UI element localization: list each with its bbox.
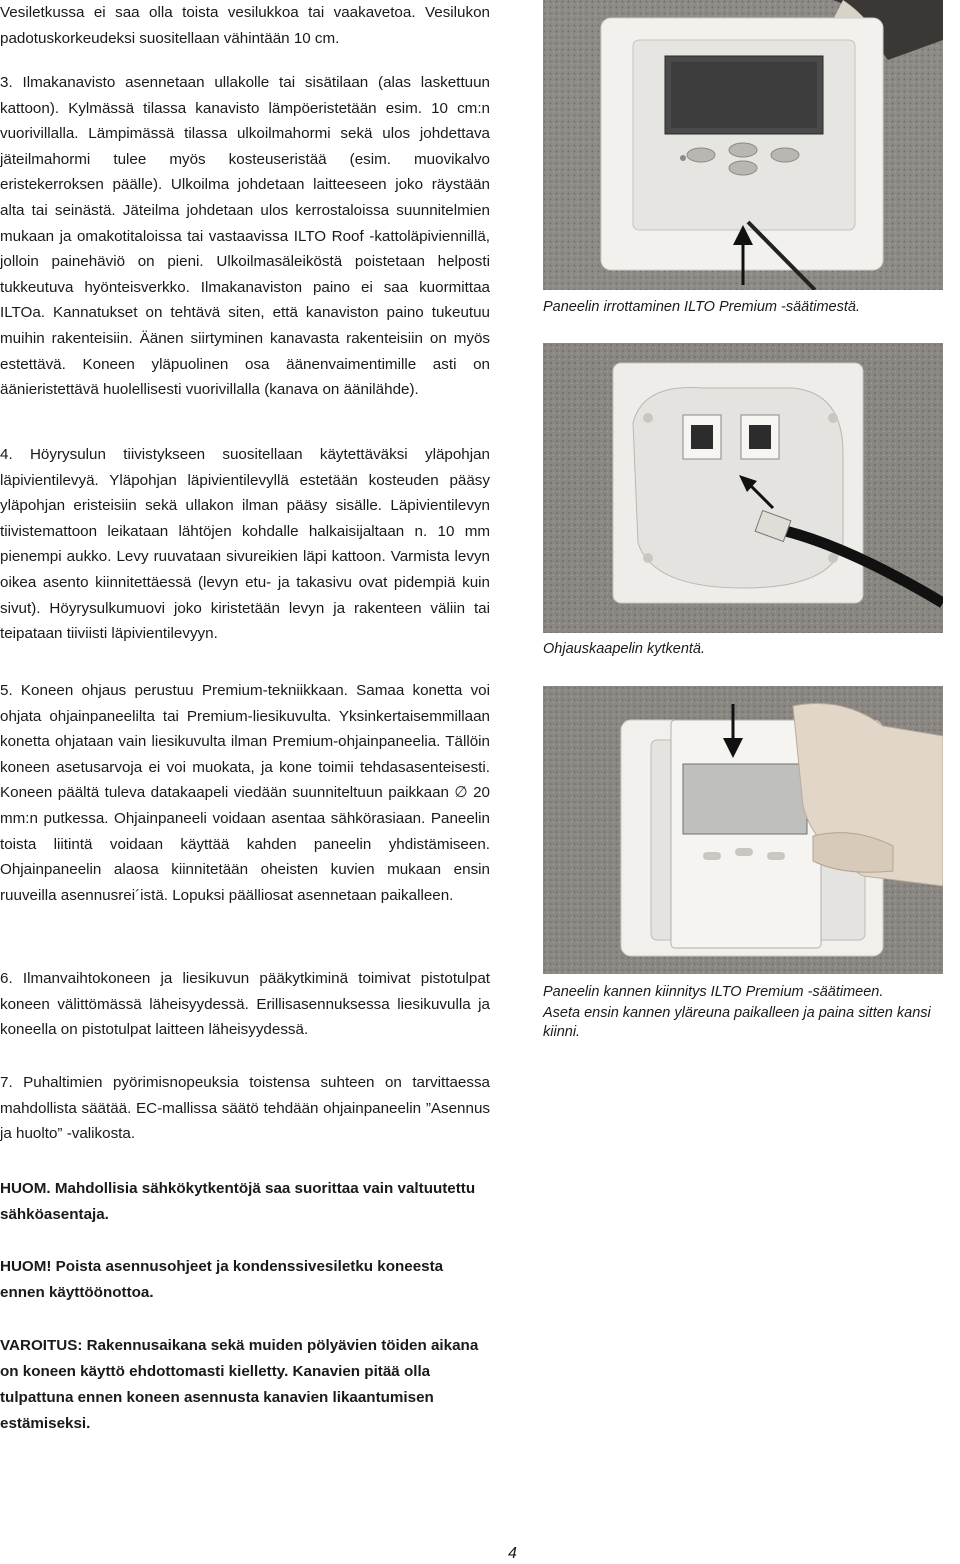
caption-cover-line2: Aseta ensin kannen yläreuna paikalleen ja paina sitten kansi kiinni. — [543, 1005, 931, 1040]
photo-cable-connection — [543, 343, 943, 633]
section-3-paragraph: 3. Ilmakanavisto asennetaan ullakolle tai sisätilaan (alas laskettuun kattoon). Kylmässä tilassa kanavisto lämpöeristetään esim. 10 cm:n vuorivillalla. Lämpimässä tilassa ulkoilmahormi sekä ulos johdettava jäteilmahormi tulee myös kosteuseristää (esim. muovikalvo eristekerroksen päälle). Ulkoilma johdetaan laitteeseen joko räystään alta tai seinästä. Jäteilma johdetaan ulos kerrostaloissa suunnitelmien mukaan ja omakotitaloissa tai vastaavissa ILTO Roof -kattoläpiviennillä, jolloin painehäviö on pieni. Ulkoilmasäleiköstä poistetaan helposti tukkeutuva hyönteisverkko. Ilmakanaviston paino ei saa kuormittaa ILTOa. Kannatukset on tehtävä siten, että kanaviston paino tukeutuu muihin rakenteisiin. Äänen siirtyminen kanavasta rakenteisiin on myös estettävä. Koneen yläpuolinen osa äänenvaimentimille asti on äänieristettävä huolellisesti vuorivillalla (kanava on äänilähde). — [0, 74, 490, 399]
section-6-paragraph: 6. Ilmanvaihtokoneen ja liesikuvun pääkytkiminä toimivat pistotulpat koneen välittömässä läheisyydessä. Erillisasennuksessa liesikuvulla ja koneella on pistotulpat laitteen läheisyydessä. — [0, 970, 490, 1039]
page-number: 4 — [508, 1545, 517, 1562]
photo-panel-removal — [543, 0, 943, 290]
intro-paragraph: Vesiletkussa ei saa olla toista vesilukkoa tai vaakavetoa. Vesilukon padotuskorkeudeksi suositellaan vähintään 10 cm. — [0, 4, 490, 47]
section-7-paragraph: 7. Puhaltimien pyörimisnopeuksia toistensa suhteen on tarvittaessa mahdollista säätää. EC-mallissa säätö tehdään ohjainpaneelin ”Asennus ja huolto” -valikosta. — [0, 1074, 490, 1143]
section-4-paragraph: 4. Höyrysulun tiivistykseen suositellaan käytettäväksi yläpohjan läpivientilevyä. Yläpohjan läpivientilevyllä estetään kosteuden pääsy yläpohjan eristeisiin sekä ullakon ilman pääsy sisälle. Läpivientilevyn tiivistemattoon leikataan lähtöjen kohdalle halkaisijaltaan n. 10 mm pienempi aukko. Levy ruuvataan sivureikien läpi kattoon. Varmista levyn oikea asento kiinnitettäessä (levyn etu- ja takasivu ovat pidempiä kuin sivut). Höyrysulkumuovi joko kiristetään levyn ja rakenteen väliin tai teipataan tiiviisti läpivientilevyyn. — [0, 446, 490, 643]
note-remove-instructions: HUOM! Poista asennusohjeet ja kondenssivesiletku koneesta ennen käyttöönottoa. — [0, 1258, 444, 1301]
warning-construction-dust: VAROITUS: Rakennusaikana sekä muiden pölyävien töiden aikana on koneen käyttö ehdottomasti kielletty. Kanavien pitää olla tulpattuna ennen koneen asennusta kanavien likaantumisen estämiseksi. — [0, 1337, 479, 1432]
photo-cover-attachment — [543, 686, 943, 974]
caption-cover-line1: Paneelin kannen kiinnitys ILTO Premium -säätimeen. — [543, 984, 884, 1000]
caption-cable-connection: Ohjauskaapelin kytkentä. — [543, 641, 706, 657]
caption-panel-removal: Paneelin irrottaminen ILTO Premium -säätimestä. — [543, 299, 860, 315]
note-electrical: HUOM. Mahdollisia sähkökytkentöjä saa suorittaa vain valtuutettu sähköasentaja. — [0, 1180, 476, 1223]
section-5-paragraph: 5. Koneen ohjaus perustuu Premium-tekniikkaan. Samaa konetta voi ohjata ohjainpaneelilta tai Premium-liesikuvulta. Yksinkertaisemmillaan konetta ohjataan vain liesikuvulta ilman Premium-ohjainpaneelia. Tällöin koneen asetusarvoja ei voi muokata, ja kone toimii tehdasasenteisesti. Koneen päältä tuleva datakaapeli viedään suunniteltuun paikkaan ∅ 20 mm:n putkessa. Ohjainpaneeli voidaan asentaa sähkörasiaan. Paneelin toista liitintä voidaan käyttää kahden paneelin yhdistämiseen. Ohjainpaneelin alaosa kiinnitetään oheisten kuvien mukaan ensin ruuveilla asennusrei´istä. Lopuksi päälliosat asennetaan paikalleen. — [0, 682, 490, 904]
